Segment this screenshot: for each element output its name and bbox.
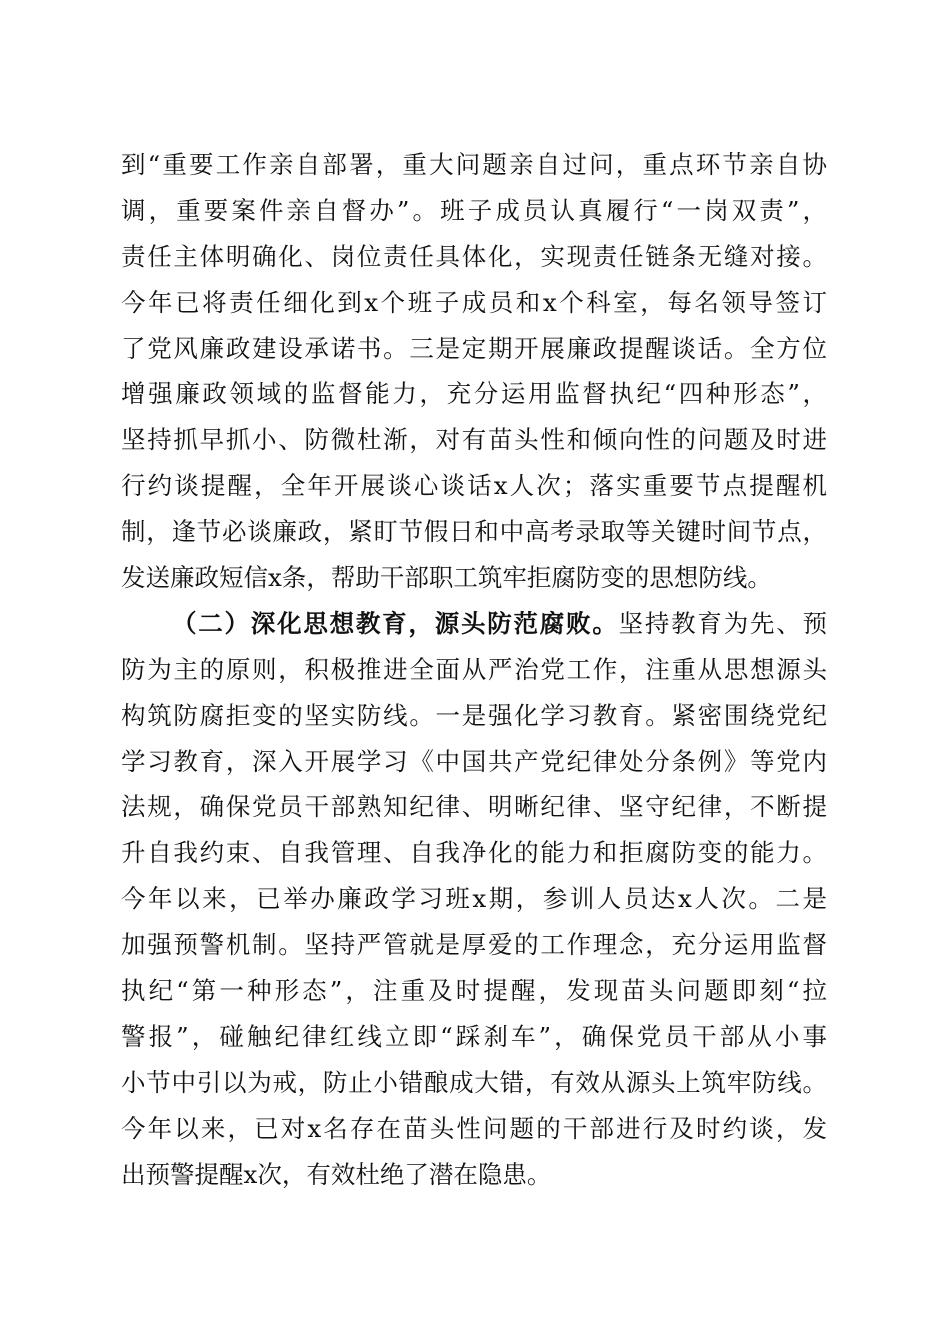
text-line: 制，逢节必谈廉政，紧盯节假日和中高考录取等关键时间节点， <box>121 517 827 547</box>
text-line: 警报”，碰触纪律红线立即“踩刹车”，确保党员干部从小事 <box>121 1021 827 1051</box>
text-line: 加强预警机制。坚持严管就是厚爱的工作理念，充分运用监督 <box>121 930 827 960</box>
text-line: 学习教育，深入开展学习《中国共产党纪律处分条例》等党内 <box>121 746 827 776</box>
paragraph-2-first-line <box>121 601 827 647</box>
text-line: 行约谈提醒，全年开展谈心谈话x人次；落实重要节点提醒机 <box>121 471 827 501</box>
text-line: 法规，确保党员干部熟知纪律、明晰纪律、坚守纪律，不断提 <box>121 792 827 822</box>
text-line: 执纪“第一种形态”，注重及时提醒，发现苗头问题即刻“拉 <box>121 976 827 1006</box>
text-line: 今年已将责任细化到x个班子成员和x个科室，每名领导签订 <box>121 287 827 317</box>
paragraph-1 <box>121 142 827 601</box>
document-body <box>121 142 827 1197</box>
text-line: 出预警提醒x次，有效杜绝了潜在隐患。 <box>121 1159 552 1189</box>
text-line: 了党风廉政建设承诺书。三是定期开展廉政提醒谈话。全方位 <box>121 333 827 363</box>
text-run: 坚持教育为先、预 <box>618 608 828 638</box>
section-heading: （二）深化思想教育，源头防范腐败。 <box>172 608 619 638</box>
text-line: 调，重要案件亲自督办”。班子成员认真履行“一岗双责”， <box>121 195 827 225</box>
text-line: 构筑防腐拒变的坚实防线。一是强化学习教育。紧密围绕党纪 <box>121 700 827 730</box>
text-line: 责任主体明确化、岗位责任具体化，实现责任链条无缝对接。 <box>121 241 827 271</box>
text-line: 防为主的原则，积极推进全面从严治党工作，注重从思想源头 <box>121 654 827 684</box>
text-line: 小节中引以为戒，防止小错酿成大错，有效从源头上筑牢防线。 <box>121 1067 827 1097</box>
text-line: 升自我约束、自我管理、自我净化的能力和拒腐防变的能力。 <box>121 838 827 868</box>
text-line: 今年以来，已举办廉政学习班x期，参训人员达x人次。二是 <box>121 884 827 914</box>
text-line: 增强廉政领域的监督能力，充分运用监督执纪“四种形态”， <box>121 379 827 409</box>
text-line: 坚持抓早抓小、防微杜渐，对有苗头性和倾向性的问题及时进 <box>121 425 827 455</box>
paragraph-2 <box>121 601 827 1198</box>
text-line: 今年以来，已对x名存在苗头性问题的干部进行及时约谈，发 <box>121 1113 827 1143</box>
text-line: 发送廉政短信x条，帮助干部职工筑牢拒腐防变的思想防线。 <box>121 563 772 593</box>
text-line: 到“重要工作亲自部署，重大问题亲自过问，重点环节亲自协 <box>121 150 827 179</box>
